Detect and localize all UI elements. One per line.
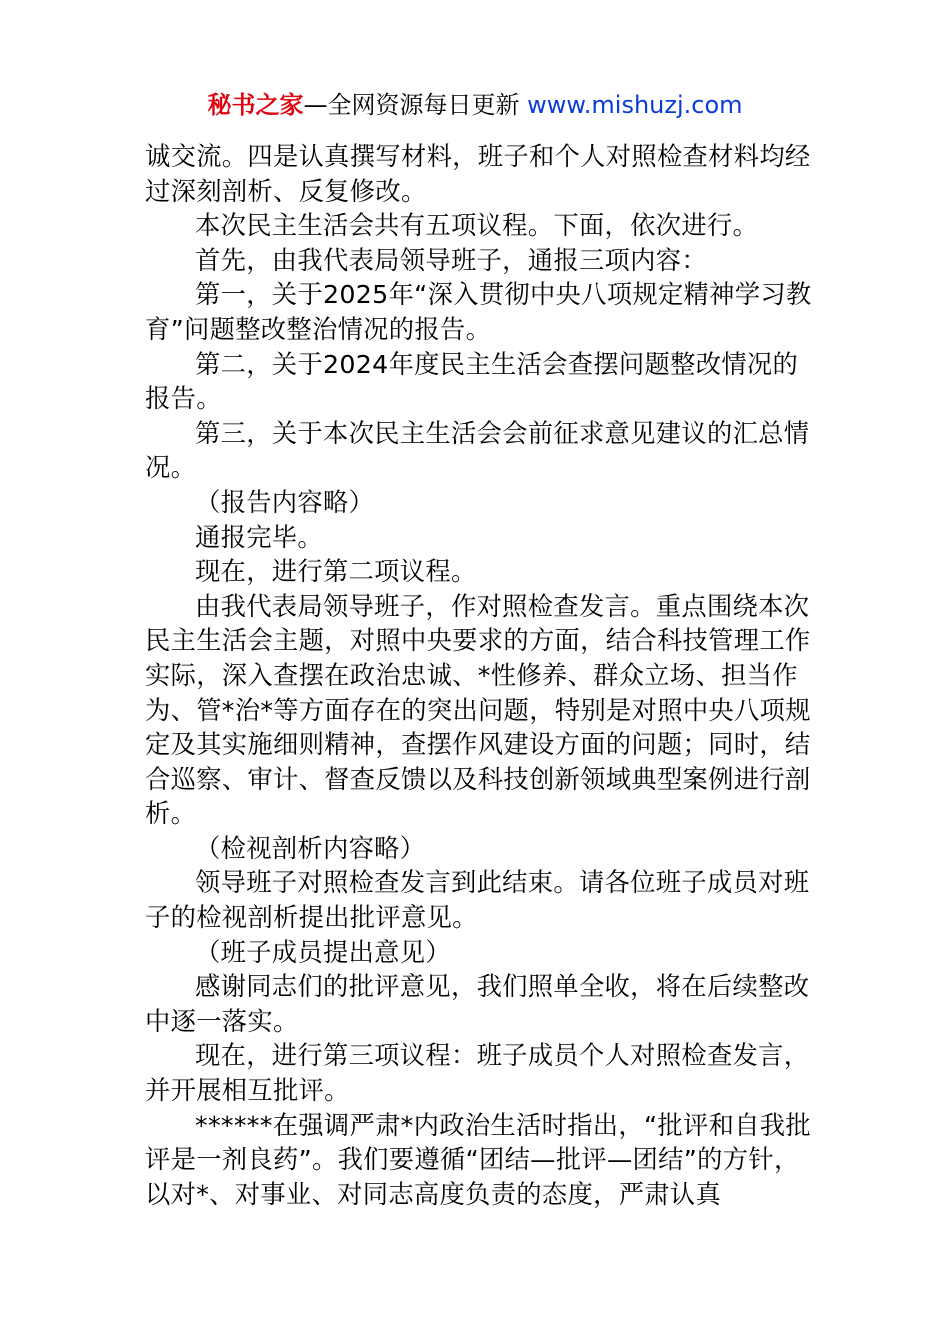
paragraph-member-opinions: （班子成员提出意见）: [195, 937, 451, 967]
paragraph-criticism-quote: ******在强调严肃*内政治生活时指出，“批评和自我批评是一剂良药”。我们要遵循“团结—批评—团结”的方针，以对*、对事业、对同志高度负责的态度，严肃认真: [145, 1110, 811, 1209]
paragraph-agenda-intro: 本次民主生活会共有五项议程。下面，依次进行。: [195, 211, 759, 241]
paragraph-report-done: 通报完毕。: [195, 522, 323, 552]
paragraph-continuation: 诚交流。四是认真撰写材料，班子和个人对照检查材料均经过深刻剖析、反复修改。: [145, 142, 811, 206]
document-body: [145, 140, 820, 1212]
paragraph-team-review: 由我代表局领导班子，作对照检查发言。重点围绕本次民主生活会主题，对照中央要求的方面，结合科技管理工作实际，深入查摆在政治忠诚、*性修养、群众立场、担当作为、管*治*等方面存在的突出问题，特别是对照中央八项规定及其实施细则精神，查摆作风建设方面的问题；同时，结合巡察、审计、督查反馈以及科技创新领域典型案例进行剖析。: [145, 591, 811, 829]
brand-name: 秘书之家: [207, 91, 304, 119]
paragraph-item-one: 第一，关于2025年“深入贯彻中央八项规定精神学习教育”问题整改整治情况的报告。: [145, 280, 812, 344]
paragraph-agenda-three: 现在，进行第三项议程：班子成员个人对照检查发言，并开展相互批评。: [145, 1041, 810, 1106]
paragraph-item-two: 第二，关于2024年度民主生活会查摆问题整改情况的报告。: [145, 349, 799, 414]
paragraph-report-omitted: （报告内容略）: [195, 487, 375, 517]
paragraph-item-three: 第三，关于本次民主生活会会前征求意见建议的汇总情况。: [145, 418, 810, 483]
header-tagline: —全网资源每日更新: [303, 91, 520, 119]
paragraph-agenda-two: 现在，进行第二项议程。: [195, 557, 477, 587]
paragraph-report-intro: 首先，由我代表局领导班子，通报三项内容：: [195, 245, 707, 275]
paragraph-thanks: 感谢同志们的批评意见，我们照单全收，将在后续整改中逐一落实。: [145, 972, 810, 1036]
paragraph-review-omitted: （检视剖析内容略）: [195, 833, 426, 863]
paragraph-review-end: 领导班子对照检查发言到此结束。请各位班子成员对班子的检视剖析提出批评意见。: [145, 868, 810, 933]
site-header: [0, 88, 950, 122]
site-url-link[interactable]: www.mishuzj.com: [527, 91, 743, 119]
